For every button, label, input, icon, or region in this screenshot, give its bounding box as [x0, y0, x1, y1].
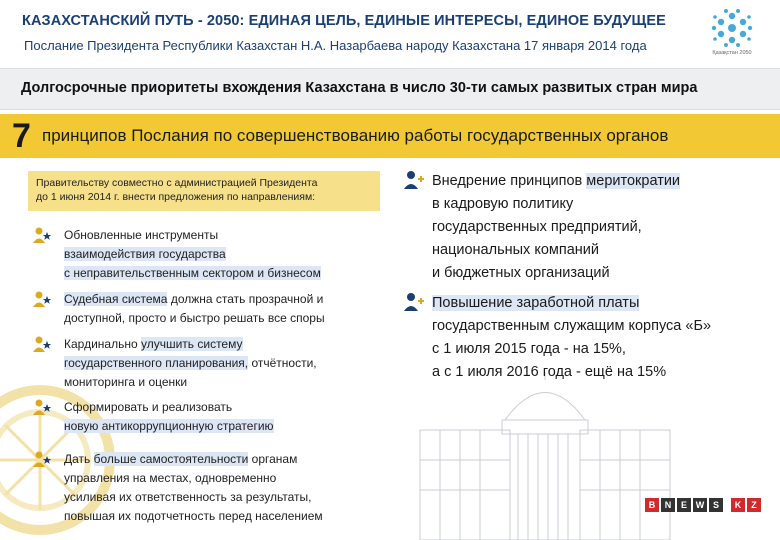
principles-bar	[0, 114, 780, 158]
note-line-2: до 1 июня 2014 г. внести предложения по направлениям:	[36, 191, 316, 203]
bnews-letter-w: W	[693, 498, 707, 512]
priorities-title: Долгосрочные приоритеты вхождения Казахстана в число 30-ти самых развитых стран мира	[21, 80, 698, 96]
left-item-5-line-2: управления на местах, одновременно	[64, 471, 277, 485]
left-item-4-line-1: Сформировать и реализовать	[64, 400, 233, 414]
right-item-1-before: Внедрение принципов	[432, 173, 587, 189]
right-item-1-line-2: в кадровую политику	[432, 196, 574, 212]
left-item-3-highlight-2: государственного планирования,	[64, 356, 249, 370]
logo-caption: Қазақстан 2050	[712, 50, 752, 56]
right-item-2-line-3: с 1 июля 2015 года - на 15%,	[432, 341, 626, 357]
bnews-letter-b: B	[645, 498, 659, 512]
person-star-icon	[32, 398, 52, 416]
right-item-2-line-2: государственным служащим корпуса «Б»	[432, 318, 712, 334]
kazakhstan-2050-logo	[708, 8, 756, 62]
person-star-icon	[32, 335, 52, 353]
person-star-icon	[32, 226, 52, 244]
left-item-5-highlight: больше самостоятельности	[93, 452, 249, 466]
bnews-letter-n: N	[661, 498, 675, 512]
left-item-1-line-1: Обновленные инструменты	[64, 228, 219, 242]
left-item-5-line-4: повышая их подотчетность перед населением	[64, 509, 323, 523]
left-item-2-highlight: Судебная система	[64, 292, 168, 306]
right-item-1-line-3: государственных предприятий,	[432, 219, 642, 235]
principles-text: принципов Послания по совершенствованию работы государственных органов	[42, 126, 669, 145]
left-item-5-line-3: усиливая их ответственность за результаты,	[64, 490, 312, 504]
left-item-3-before: Кардинально	[64, 337, 141, 351]
header	[0, 0, 780, 68]
bnews-letter-k: K	[731, 498, 745, 512]
principles-number: 7	[12, 117, 31, 155]
akorda-building-illustration	[410, 370, 680, 540]
note-line-1: Правительству совместно с администрацией Президента	[36, 177, 318, 189]
bnews-letter-s: S	[709, 498, 723, 512]
priorities-band	[0, 68, 780, 110]
person-star-icon	[32, 450, 52, 468]
right-item-2-line-4: а с 1 июля 2016 года - ещё на 15%	[432, 364, 667, 380]
left-item-4-highlight: новую антикоррупционную стратегию	[64, 419, 274, 433]
left-item-5-after: органам	[248, 452, 298, 466]
snowflake-logo-icon	[708, 8, 756, 48]
person-star-icon	[32, 290, 52, 308]
right-item-1-line-4: национальных компаний	[432, 242, 599, 258]
government-instruction-note	[28, 171, 380, 211]
left-item-2-line-2: доступной, просто и быстро решать все споры	[64, 311, 325, 325]
bnews-letter-z: Z	[747, 498, 761, 512]
left-item-5-before: Дать	[64, 452, 94, 466]
right-item-1-line-5: и бюджетных организаций	[432, 265, 610, 281]
header-subtitle: Послание Президента Республики Казахстан Н.А. Назарбаева народу Казахстана 17 января 2014 года	[24, 38, 647, 53]
left-item-3-line-3: мониторинга и оценки	[64, 375, 188, 389]
person-plus-icon	[403, 292, 425, 312]
left-item-1-highlight-1: взаимодействия государства	[64, 247, 226, 261]
right-item-1-highlight: меритократии	[586, 173, 681, 189]
right-item-2-highlight: Повышение заработной платы	[432, 295, 640, 311]
left-item-3-after: отчётности,	[248, 356, 317, 370]
bnews-letter-e: E	[677, 498, 691, 512]
header-title: КАЗАХСТАНСКИЙ ПУТЬ - 2050: ЕДИНАЯ ЦЕЛЬ, ЕДИНЫЕ ИНТЕРЕСЫ, ЕДИНОЕ БУДУЩЕЕ	[22, 13, 666, 29]
left-item-3-highlight-1: улучшить систему	[140, 337, 243, 351]
person-plus-icon	[403, 170, 425, 190]
bnews-kz-logo	[645, 498, 761, 512]
left-item-1-highlight-2: с неправительственным сектором и бизнесом	[64, 266, 321, 280]
left-item-2-after: должна стать прозрачной и	[167, 292, 324, 306]
